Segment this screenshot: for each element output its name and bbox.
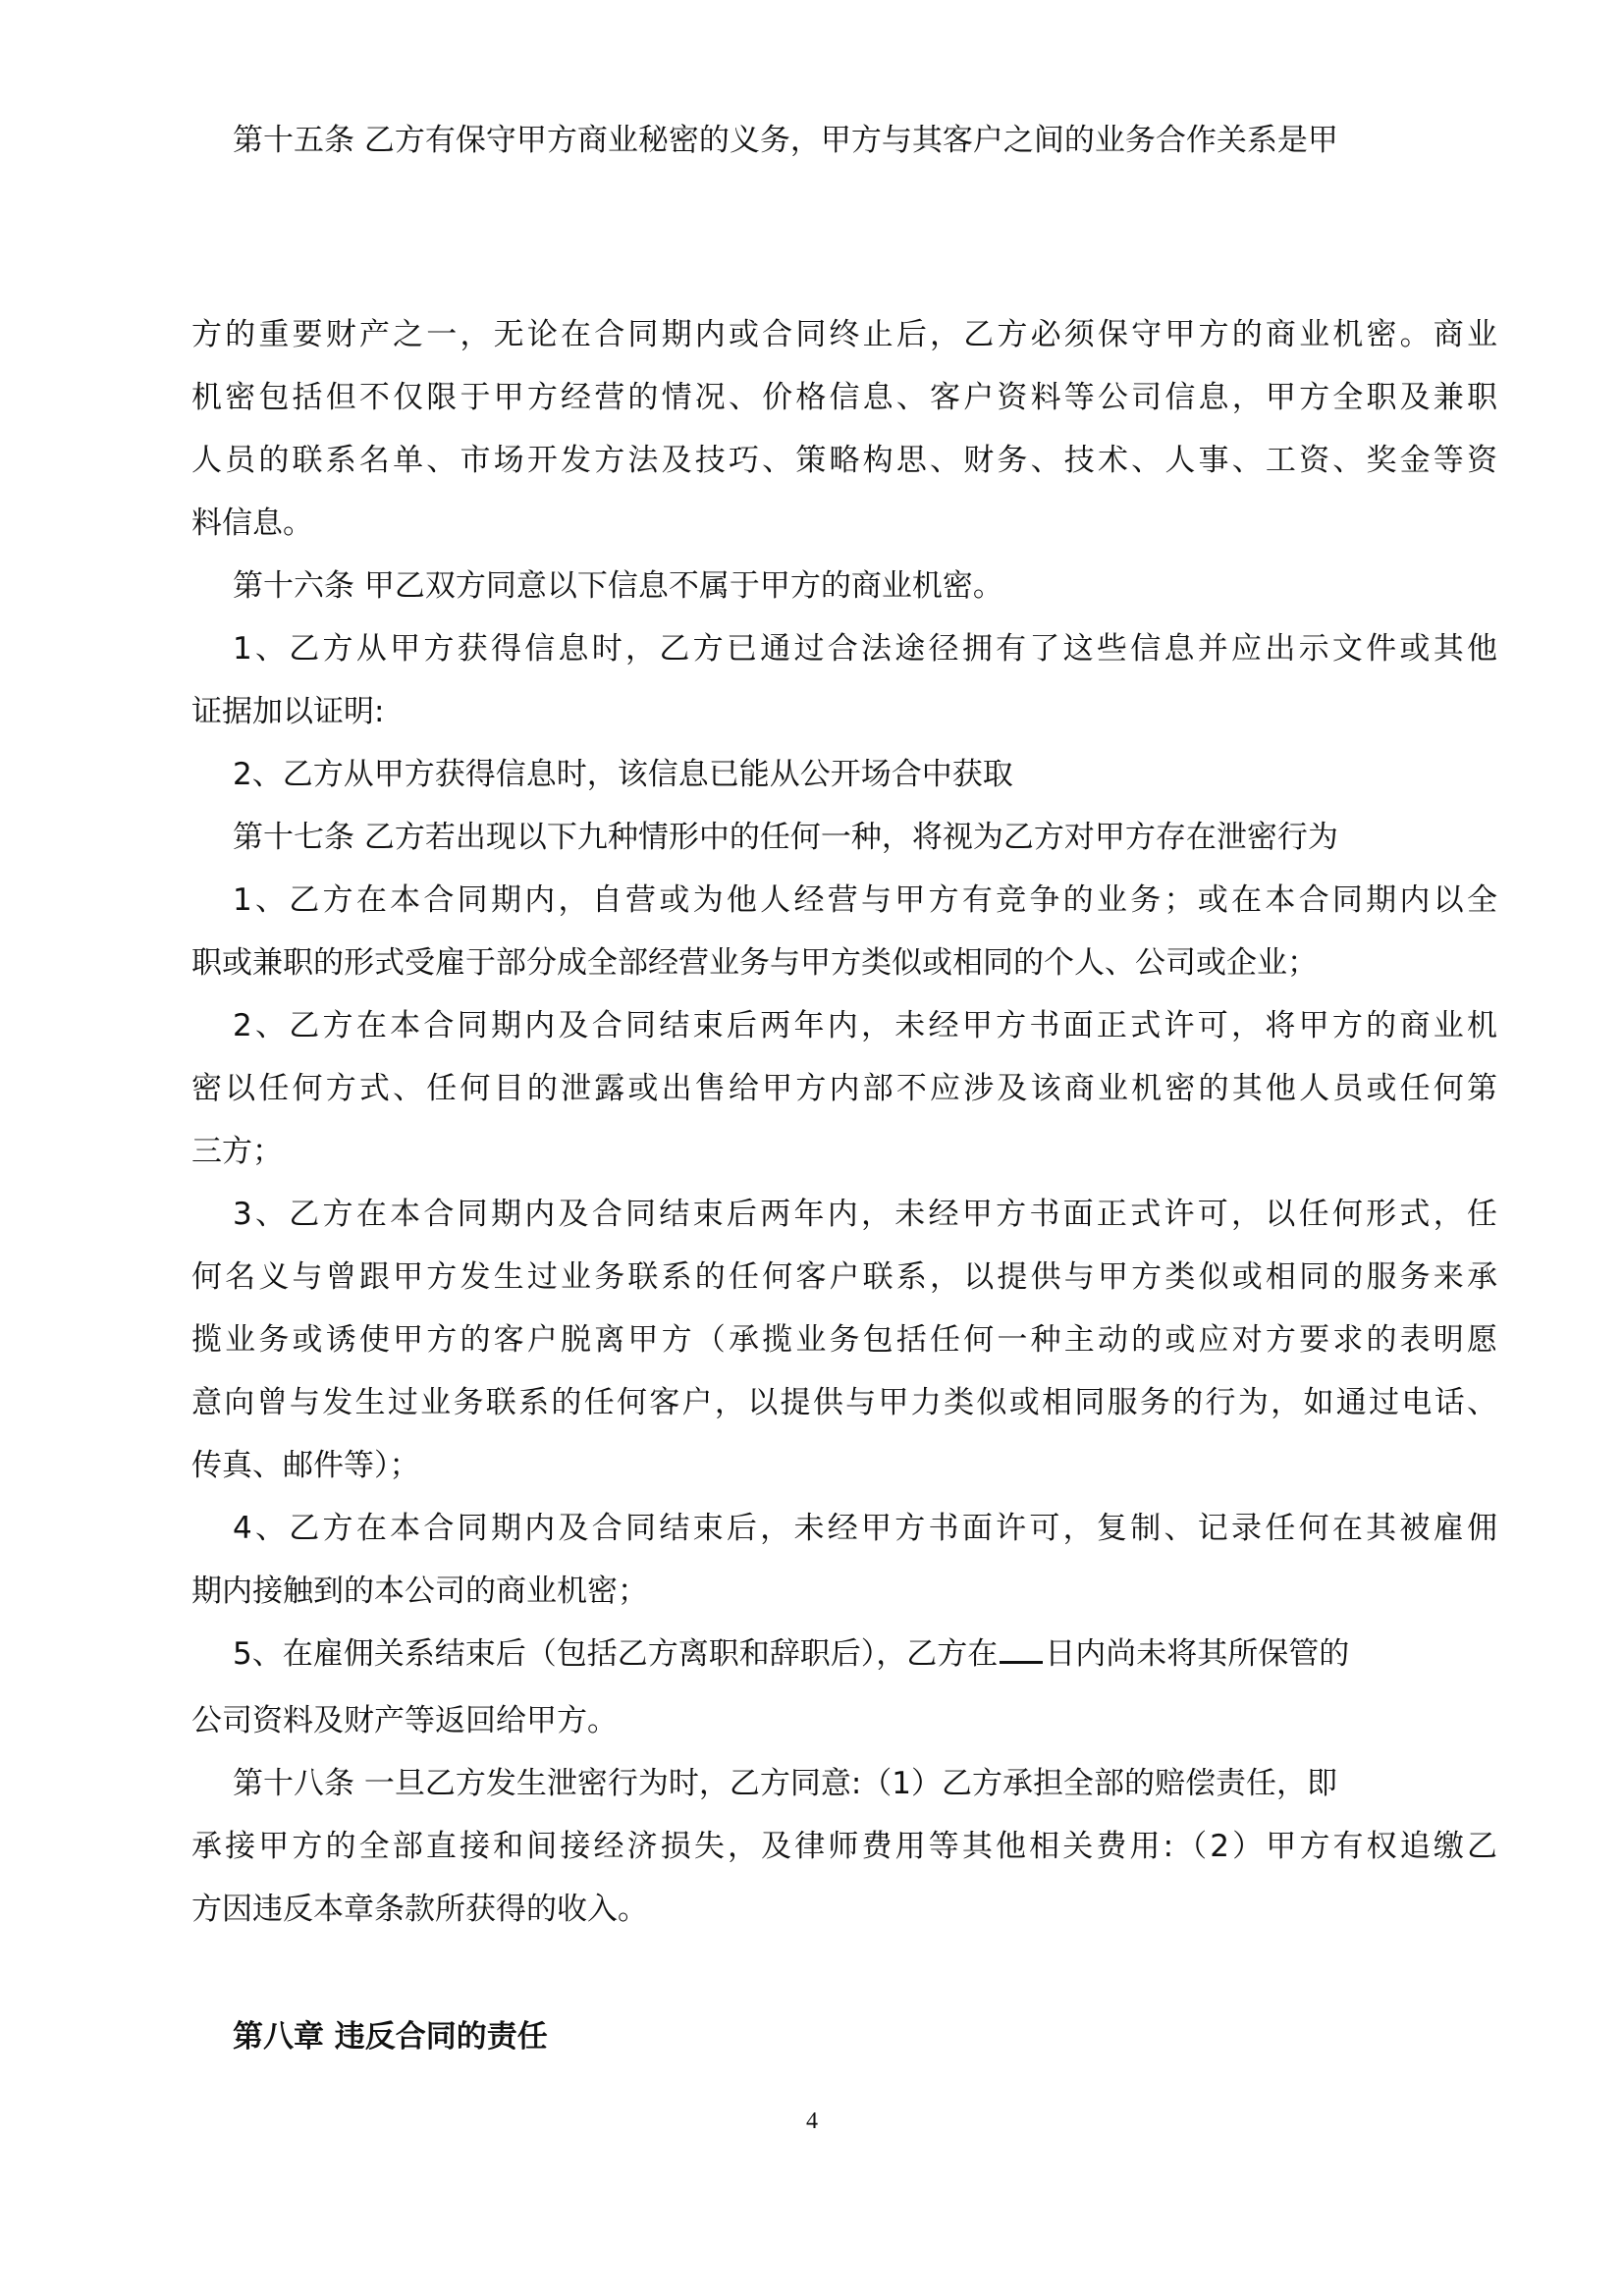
article-17-item-4-line-1: 4、乙方在本合同期内及合同结束后，未经甲方书面许可，复制、记录任何在其被雇佣 (233, 1511, 1497, 1546)
article-15-line-5: 料信息。 (191, 506, 313, 541)
article-15-line-4: 人员的联系名单、市场开发方法及技巧、策略构思、财务、技术、人事、工资、奖金等资 (191, 443, 1497, 478)
article-17-heading: 第十七条 乙方若出现以下九种情形中的任何一种，将视为乙方对甲方存在泄密行为 (233, 820, 1338, 855)
article-17-item-3-line-1: 3、乙方在本合同期内及合同结束后两年内，未经甲方书面正式许可，以任何形式，任 (233, 1197, 1497, 1232)
article-17-item-2-line-2: 密以任何方式、任何目的泄露或出售给甲方内部不应涉及该商业机密的其他人员或任何第 (191, 1071, 1497, 1106)
blank-underline (1000, 1657, 1043, 1664)
article-18-line-3: 方因违反本章条款所获得的收入。 (191, 1892, 648, 1927)
article-17-item-3-line-4: 意向曾与发生过业务联系的任何客户，以提供与甲力类似或相同服务的行为，如通过电话、 (191, 1385, 1497, 1420)
page-number: 4 (806, 2109, 818, 2134)
article-17-item-5-line-1 (233, 1631, 1497, 1677)
article-17-item-3-line-5: 传真、邮件等）； (191, 1448, 420, 1483)
article-16-heading: 第十六条 甲乙双方同意以下信息不属于甲方的商业机密。 (233, 568, 1003, 604)
article-18-line-2: 承接甲方的全部直接和间接经济损失，及律师费用等其他相关费用:（2）甲方有权追缴乙 (191, 1829, 1497, 1864)
article-15-line-2: 方的重要财产之一，无论在合同期内或合同终止后，乙方必须保守甲方的商业机密。商业 (191, 317, 1497, 352)
article-17-item-1-line-2: 职或兼职的形式受雇于部分成全部经营业务与甲方类似或相同的个人、公司或企业； (191, 945, 1318, 981)
item-5-text-after-blank: 日内尚未将其所保管的 (1045, 1636, 1350, 1672)
article-18-line-1: 第十八条 一旦乙方发生泄密行为时，乙方同意:（1）乙方承担全部的赔偿责任，即 (233, 1766, 1338, 1801)
article-17-item-5-line-2: 公司资料及财产等返回给甲方。 (191, 1703, 618, 1738)
article-15-line-1: 第十五条 乙方有保守甲方商业秘密的义务，甲方与其客户之间的业务合作关系是甲 (233, 123, 1338, 158)
article-15-line-3: 机密包括但不仅限于甲方经营的情况、价格信息、客户资料等公司信息，甲方全职及兼职 (191, 380, 1497, 415)
article-17-item-3-line-3: 揽业务或诱使甲方的客户脱离甲方（承揽业务包括任何一种主动的或应对方要求的表明愿 (191, 1322, 1497, 1358)
article-17-item-4-line-2: 期内接触到的本公司的商业机密； (191, 1574, 648, 1609)
article-16-item-1-line-2: 证据加以证明: (191, 694, 385, 729)
article-17-item-3-line-2: 何名义与曾跟甲方发生过业务联系的任何客户联系，以提供与甲方类似或相同的服务来承 (191, 1259, 1497, 1295)
article-17-item-2-line-3: 三方； (191, 1134, 283, 1169)
article-17-item-1-line-1: 1、乙方在本合同期内，自营或为他人经营与甲方有竞争的业务；或在本合同期内以全 (233, 882, 1497, 918)
article-16-item-2: 2、乙方从甲方获得信息时，该信息已能从公开场合中获取 (233, 757, 1013, 792)
item-5-text-before-blank: 5、在雇佣关系结束后（包括乙方离职和辞职后），乙方在 (233, 1636, 999, 1672)
chapter-8-heading: 第八章 违反合同的责任 (233, 2019, 548, 2055)
article-17-item-2-line-1: 2、乙方在本合同期内及合同结束后两年内，未经甲方书面正式许可，将甲方的商业机 (233, 1008, 1497, 1043)
article-16-item-1-line-1: 1、乙方从甲方获得信息时，乙方已通过合法途径拥有了这些信息并应出示文件或其他 (233, 631, 1497, 667)
